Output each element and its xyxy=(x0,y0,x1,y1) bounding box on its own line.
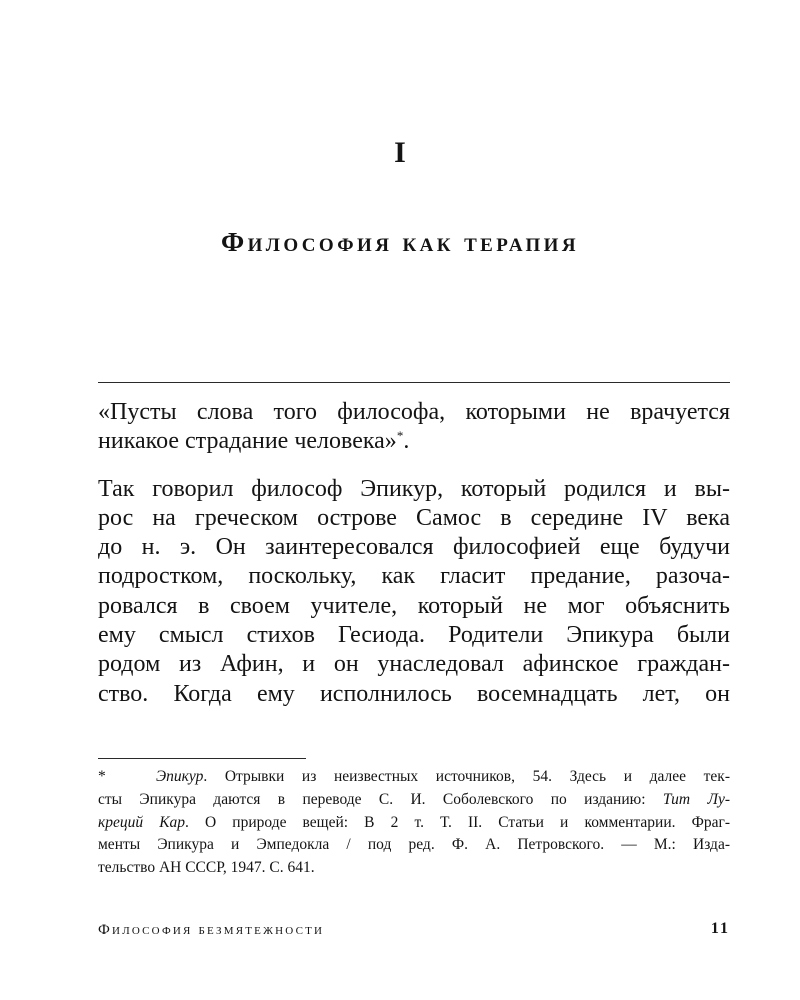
text-line: подростком, поскольку, как гласит предание, разоча- xyxy=(98,563,730,590)
section-divider xyxy=(98,382,730,383)
footnote-line xyxy=(98,812,730,835)
footnote-line: менты Эпикура и Эмпедокла / под ред. Ф. А. Петровского. — М.: Изда- xyxy=(98,836,730,854)
footnote-marker[interactable]: * xyxy=(396,428,404,444)
epigraph-end: . xyxy=(403,428,410,455)
page-number: 11 xyxy=(710,920,730,937)
footnote-line: тельство АН СССР, 1947. С. 641. xyxy=(98,859,315,877)
text-line: ство. Когда ему исполнилось восемнадцать лет, он xyxy=(98,680,730,707)
footnote-text: . Отрывки из неизвестных источников, 54. Здесь и далее тек- xyxy=(203,768,730,785)
text-line: ему смысл стихов Гесиода. Родители Эпикура были xyxy=(98,622,730,649)
paragraph xyxy=(98,475,730,709)
footnote-line xyxy=(98,789,730,812)
chapter-number: I xyxy=(394,136,406,169)
epigraph-line xyxy=(98,427,730,456)
chapter-title: Философия как терапия xyxy=(221,227,579,257)
footnote xyxy=(98,766,730,880)
footnote-text: . О природе вещей: В 2 т. Т. II. Статьи и комментарии. Фраг- xyxy=(185,813,730,831)
epigraph xyxy=(98,398,730,457)
footnote-author: Эпикур xyxy=(156,768,204,785)
footnote-marker: * xyxy=(98,768,106,785)
epigraph-line: «Пусты слова того философа, которыми не врачуется xyxy=(98,399,730,425)
text-line: Так говорил философ Эпикур, который родился и вы- xyxy=(98,475,730,502)
text-line: рос на греческом острове Самос в середине IV века xyxy=(98,504,730,531)
running-title: Философия безмятежности xyxy=(98,922,325,938)
text-line: ровался в своем учителе, который не мог объяснить xyxy=(98,592,730,619)
text-line: родом из Афин, и он унаследовал афинское граждан- xyxy=(98,651,730,678)
footnote-line xyxy=(98,766,730,789)
footnote-italic: Тит Лу- xyxy=(662,790,731,808)
footnote-text: сты Эпикура даются в переводе С. И. Соболевского по изданию: xyxy=(98,790,663,808)
text-line: до н. э. Он заинтересовался философией еще будучи xyxy=(98,534,730,561)
footnote-divider xyxy=(98,758,306,759)
main-text xyxy=(98,398,730,709)
footnote-italic: креций Кар xyxy=(98,813,186,831)
epigraph-text: никакое страдание человека» xyxy=(98,428,397,455)
